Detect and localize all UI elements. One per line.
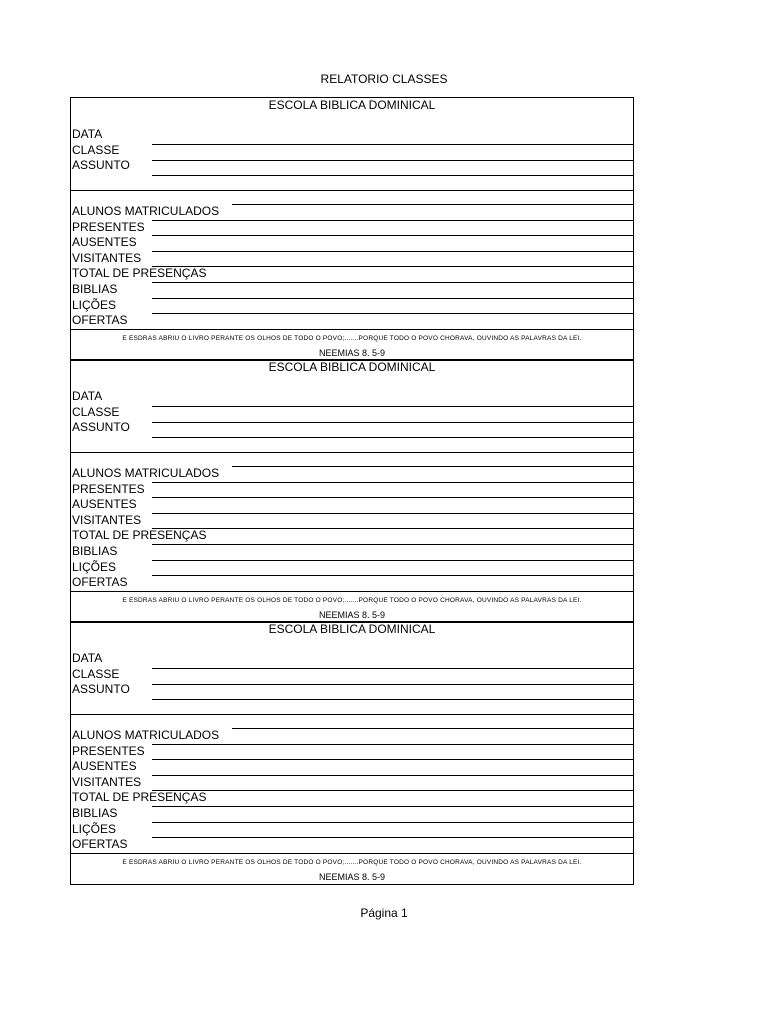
scripture-quote: E ESDRAS ABRIU O LIVRO PERANTE OS OLHOS DE TODO O POVO;.......PORQUE TODO O POVO CHORAVA, OUVINDO AS PALAVRAS DA LEI.	[122, 859, 582, 866]
separator-line	[71, 190, 633, 191]
page-footer: Página 1	[360, 906, 408, 920]
field-label: CLASSE	[72, 404, 120, 419]
stat-label: ALUNOS MATRICULADOS	[72, 466, 220, 480]
separator-line	[71, 714, 633, 715]
stat-label: OFERTAS	[72, 837, 128, 852]
block-header: ESCOLA BIBLICA DOMINICAL	[268, 360, 436, 374]
field-line[interactable]	[152, 668, 633, 669]
stat-label: VISITANTES	[72, 250, 142, 265]
stat-line[interactable]	[152, 497, 633, 498]
stat-label: AUSENTES	[72, 759, 137, 774]
field-line[interactable]	[152, 160, 633, 161]
stat-line[interactable]	[152, 313, 633, 314]
report-block	[70, 359, 634, 623]
field-line[interactable]	[152, 437, 633, 438]
stat-line[interactable]	[152, 822, 633, 823]
stat-line[interactable]	[152, 744, 633, 745]
stat-label: TOTAL DE PRESENÇAS	[72, 790, 207, 805]
scripture-quote: E ESDRAS ABRIU O LIVRO PERANTE OS OLHOS DE TODO O POVO;.......PORQUE TODO O POVO CHORAVA, OUVINDO AS PALAVRAS DA LEI.	[122, 597, 582, 604]
page-title: RELATORIO CLASSES	[320, 72, 448, 86]
field-label: DATA	[72, 389, 103, 403]
stat-label: AUSENTES	[72, 235, 137, 250]
stat-line[interactable]	[152, 220, 633, 221]
field-label: ASSUNTO	[72, 420, 130, 435]
field-label: CLASSE	[72, 142, 120, 157]
stat-line[interactable]	[152, 775, 633, 776]
stat-label: PRESENTES	[72, 481, 145, 496]
scripture-reference: NEEMIAS 8. 5-9	[318, 610, 386, 620]
field-line[interactable]	[152, 406, 633, 407]
stat-label: ALUNOS MATRICULADOS	[72, 204, 220, 218]
stat-label: ALUNOS MATRICULADOS	[72, 728, 220, 742]
stat-label: VISITANTES	[72, 774, 142, 789]
scripture-reference: NEEMIAS 8. 5-9	[318, 872, 386, 882]
quote-separator	[71, 591, 633, 592]
stat-line[interactable]	[152, 806, 633, 807]
report-block	[70, 621, 634, 885]
field-line[interactable]	[152, 684, 633, 685]
field-label: CLASSE	[72, 666, 120, 681]
quote-separator	[71, 853, 633, 854]
stat-line[interactable]	[152, 266, 633, 267]
separator-line	[71, 452, 633, 453]
field-line[interactable]	[152, 422, 633, 423]
stat-label: PRESENTES	[72, 219, 145, 234]
stat-line[interactable]	[152, 790, 633, 791]
field-line[interactable]	[152, 144, 633, 145]
field-line[interactable]	[152, 699, 633, 700]
stat-line[interactable]	[152, 560, 633, 561]
stat-line[interactable]	[152, 837, 633, 838]
stat-line[interactable]	[152, 251, 633, 252]
stat-label: TOTAL DE PRESENÇAS	[72, 528, 207, 543]
stat-line[interactable]	[152, 235, 633, 236]
stat-line[interactable]	[152, 575, 633, 576]
stat-label: BIBLIAS	[72, 806, 118, 820]
stat-label: LIÇÕES	[72, 559, 117, 574]
scripture-quote: E ESDRAS ABRIU O LIVRO PERANTE OS OLHOS DE TODO O POVO;.......PORQUE TODO O POVO CHORAVA, OUVINDO AS PALAVRAS DA LEI.	[122, 335, 582, 342]
stat-label: AUSENTES	[72, 497, 137, 512]
stat-line[interactable]	[232, 466, 633, 467]
block-header: ESCOLA BIBLICA DOMINICAL	[268, 98, 436, 112]
stat-label: BIBLIAS	[72, 282, 118, 296]
stat-line[interactable]	[152, 528, 633, 529]
stat-label: LIÇÕES	[72, 821, 117, 836]
stat-label: OFERTAS	[72, 575, 128, 590]
block-header: ESCOLA BIBLICA DOMINICAL	[268, 622, 436, 636]
field-label: ASSUNTO	[72, 682, 130, 697]
stat-line[interactable]	[152, 282, 633, 283]
field-line[interactable]	[152, 175, 633, 176]
stat-line[interactable]	[232, 728, 633, 729]
stat-line[interactable]	[152, 759, 633, 760]
stat-line[interactable]	[152, 513, 633, 514]
field-label: DATA	[72, 651, 103, 665]
stat-line[interactable]	[232, 204, 633, 205]
quote-separator	[71, 329, 633, 330]
stat-label: TOTAL DE PRESENÇAS	[72, 266, 207, 281]
report-block	[70, 97, 634, 361]
stat-label: VISITANTES	[72, 512, 142, 527]
stat-line[interactable]	[152, 298, 633, 299]
stat-label: PRESENTES	[72, 743, 145, 758]
stat-line[interactable]	[152, 482, 633, 483]
stat-line[interactable]	[152, 544, 633, 545]
stat-label: OFERTAS	[72, 313, 128, 328]
scripture-reference: NEEMIAS 8. 5-9	[318, 348, 386, 358]
field-label: DATA	[72, 127, 103, 141]
stat-label: BIBLIAS	[72, 544, 118, 558]
stat-label: LIÇÕES	[72, 297, 117, 312]
field-label: ASSUNTO	[72, 158, 130, 173]
